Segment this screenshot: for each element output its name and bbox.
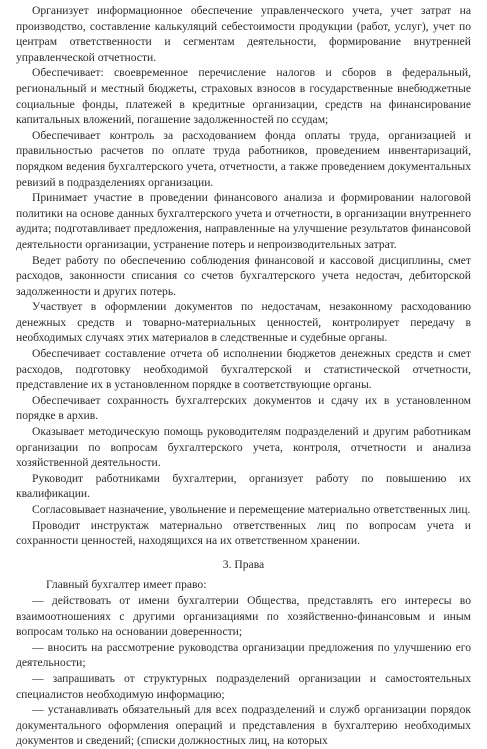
right-item-3: — запрашивать от структурных подразделений организации и самостоятельных специалистов необходимую информацию; (16, 671, 471, 701)
duty-paragraph-8: Обеспечивает сохранность бухгалтерских документов и сдачу их в установленном порядке в архив. (16, 393, 471, 423)
duty-paragraph-1: Организует информационное обеспечение управленческого учета, учет затрат на производство, составление калькуляций себестоимости продукции (работ, услуг), учет по центрам ответственности и сегментам деятельности, формирование внутренней управленческой отчетности. (16, 4, 471, 64)
duty-paragraph-6: Участвует в оформлении документов по недостачам, незаконному расходованию денежных средств и товарно-материальных ценностей, контролирует передачу в необходимых случаях этих материалов в следственные и судебные органы. (16, 300, 471, 345)
duty-paragraph-4: Принимает участие в проведении финансового анализа и формировании налоговой политики на основе данных бухгалтерского учета и отчетности, в организации внутреннего аудита; подготавливает предложения, направленные на улучшение результатов финансовой деятельности организации, устранение потерь и непроизводительных затрат. (16, 191, 471, 251)
document-page (16, 3, 471, 749)
duty-paragraph-7: Обеспечивает составление отчета об исполнении бюджетов денежных средств и смет расходов, подготовку необходимой бухгалтерской и статистической отчетности, представление их в установленном порядке в соответствующие органы. (16, 347, 471, 392)
right-item-2: — вносить на рассмотрение руководства организации предложения по улучшению его деятельности; (16, 640, 471, 670)
duty-paragraph-10: Руководит работниками бухгалтерии, организует работу по повышению их квалификации. (16, 471, 471, 501)
duty-paragraph-2: Обеспечивает: своевременное перечисление налогов и сборов в федеральный, региональный и местный бюджеты, страховых взносов в государственные внебюджетные социальные фонды, платежей в кредитные организации, средств на финансирование капитальных вложений, погашение задолженностей по ссудам; (16, 66, 471, 127)
duty-paragraph-11: Согласовывает назначение, увольнение и перемещение материально ответственных лиц. (32, 503, 471, 516)
duty-paragraph-5: Ведет работу по обеспечению соблюдения финансовой и кассовой дисциплины, смет расходов, законности списания со счетов бухгалтерского учета недостач, дебиторской задолженности и других потерь. (16, 253, 471, 298)
section-heading: 3. Права (222, 557, 265, 571)
right-item-1: — действовать от имени бухгалтерии Общества, представлять его интересы во взаимоотношениях с другими организациями по хозяйственно-финансовым и иным вопросам только на основании доверенности; (16, 593, 471, 639)
duty-paragraph-3: Обеспечивает контроль за расходованием фонда оплаты труда, организацией и правильностью расчетов по оплате труда работников, проведением инвентаризаций, порядком ведения бухгалтерского учета, отчетности, а также проведением документальных ревизий в подразделениях организации. (16, 128, 471, 189)
duty-paragraph-9: Оказывает методическую помощь руководителям подразделений и другим работникам организации по вопросам бухгалтерского учета, контроля, отчетности и анализа хозяйственной деятельности. (16, 425, 471, 470)
duty-paragraph-12: Проводит инструктаж материально ответственных лиц по вопросам учета и сохранности ценностей, находящихся на их ответственном хранении. (16, 518, 471, 548)
right-item-4: — устанавливать обязательный для всех подразделений и служб организации порядок документального оформления операций и представления в бухгалтерию необходимых документов и сведений; (списки должностных лиц, на которых (16, 703, 471, 748)
section-lead: Главный бухгалтер имеет право: (46, 578, 207, 592)
